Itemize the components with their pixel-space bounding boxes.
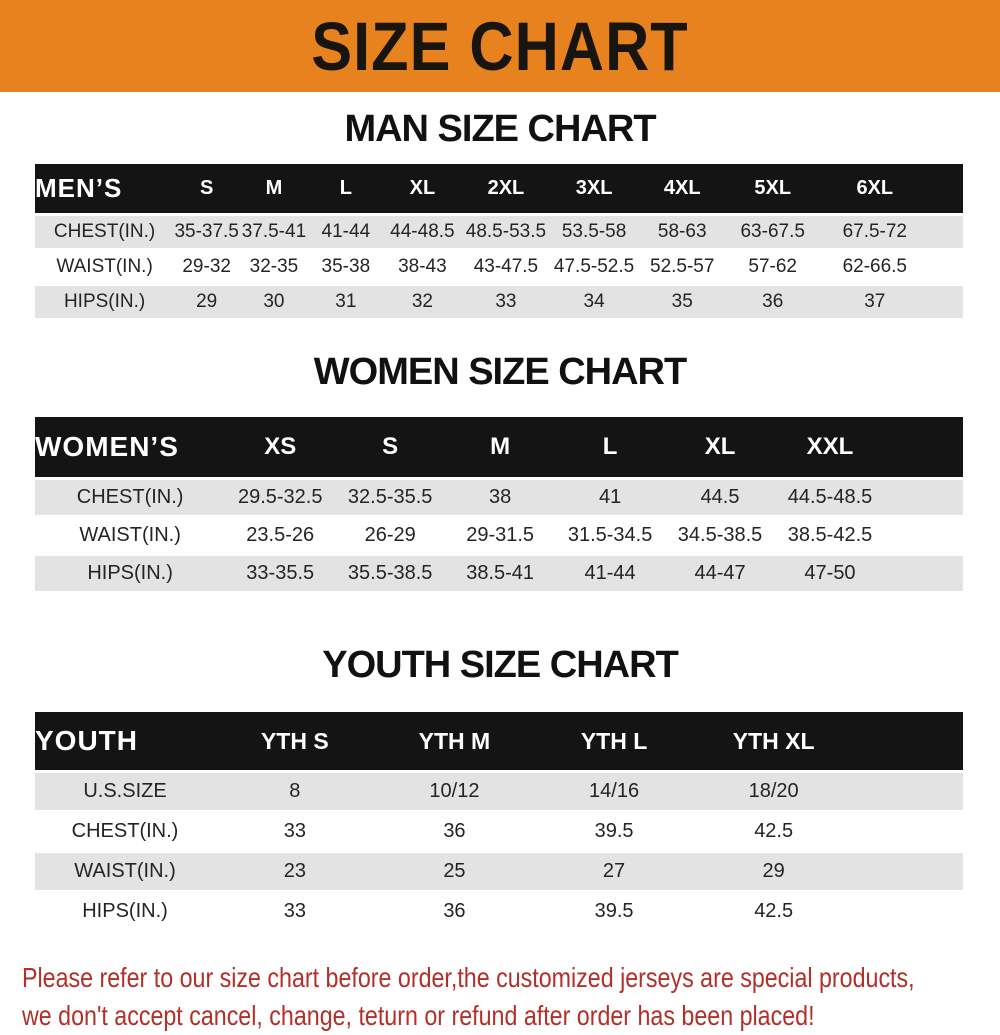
size-header-row	[35, 712, 963, 770]
measurement-label: U.S.SIZE	[35, 773, 215, 810]
measurement-row	[35, 556, 963, 591]
measurement-value: 35.5-38.5	[335, 556, 445, 591]
measurement-value: 32-35	[239, 251, 309, 283]
measurement-value: 23	[215, 853, 375, 890]
measurement-value: 44.5-48.5	[775, 480, 885, 515]
measurement-label: WAIST(IN.)	[35, 853, 215, 890]
measurement-value: 63-67.5	[726, 216, 819, 248]
size-column-header: XL	[383, 164, 462, 213]
measurement-row	[35, 813, 963, 850]
size-column-header: YTH M	[375, 712, 535, 770]
order-notice	[22, 959, 1000, 1035]
youth-section-title: YOUTH SIZE CHART	[322, 644, 678, 686]
men-size-table	[35, 161, 963, 321]
measurement-row	[35, 286, 963, 318]
youth-section	[0, 644, 1000, 933]
header-filler-cell	[885, 417, 963, 477]
size-column-header: S	[335, 417, 445, 477]
measurement-value: 38.5-42.5	[775, 518, 885, 553]
header-filler-cell	[930, 164, 963, 213]
measurement-label: HIPS(IN.)	[35, 556, 225, 591]
row-filler-cell	[885, 480, 963, 515]
measurement-label: CHEST(IN.)	[35, 813, 215, 850]
banner	[0, 0, 1000, 92]
measurement-value: 36	[375, 893, 535, 930]
measurement-row	[35, 480, 963, 515]
measurement-value: 48.5-53.5	[462, 216, 550, 248]
measurement-row	[35, 216, 963, 248]
page-title: SIZE CHART	[311, 7, 689, 85]
measurement-value: 39.5	[534, 893, 694, 930]
measurement-value: 35-37.5	[174, 216, 239, 248]
measurement-value: 44-48.5	[383, 216, 462, 248]
measurement-row	[35, 893, 963, 930]
men-section-title: MAN SIZE CHART	[344, 108, 656, 150]
size-column-header: YTH S	[215, 712, 375, 770]
size-column-header: M	[239, 164, 309, 213]
size-column-header: 3XL	[550, 164, 638, 213]
measurement-value: 62-66.5	[819, 251, 930, 283]
measurement-row	[35, 853, 963, 890]
measurement-value: 47.5-52.5	[550, 251, 638, 283]
row-filler-cell	[930, 216, 963, 248]
measurement-value: 35-38	[309, 251, 383, 283]
measurement-value: 52.5-57	[638, 251, 726, 283]
measurement-value: 10/12	[375, 773, 535, 810]
size-column-header: YTH XL	[694, 712, 854, 770]
size-header-row	[35, 417, 963, 477]
measurement-value: 43-47.5	[462, 251, 550, 283]
measurement-value: 25	[375, 853, 535, 890]
measurement-value: 29-32	[174, 251, 239, 283]
measurement-value: 33	[462, 286, 550, 318]
size-column-header: S	[174, 164, 239, 213]
measurement-value: 36	[375, 813, 535, 850]
measurement-value: 41-44	[555, 556, 665, 591]
measurement-value: 33	[215, 813, 375, 850]
women-size-table	[35, 414, 963, 594]
size-column-header: 4XL	[638, 164, 726, 213]
row-filler-cell	[853, 773, 963, 810]
measurement-value: 18/20	[694, 773, 854, 810]
measurement-value: 31.5-34.5	[555, 518, 665, 553]
row-filler-cell	[930, 286, 963, 318]
measurement-label: HIPS(IN.)	[35, 286, 174, 318]
measurement-value: 33	[215, 893, 375, 930]
size-column-header: XS	[225, 417, 335, 477]
youth-size-table	[35, 709, 963, 933]
measurement-value: 36	[726, 286, 819, 318]
measurement-value: 32	[383, 286, 462, 318]
measurement-value: 38.5-41	[445, 556, 555, 591]
size-column-header: 2XL	[462, 164, 550, 213]
size-column-header: 6XL	[819, 164, 930, 213]
table-category-label: WOMEN’S	[35, 417, 225, 477]
measurement-value: 29	[174, 286, 239, 318]
size-column-header: XXL	[775, 417, 885, 477]
women-section-title: WOMEN SIZE CHART	[313, 351, 687, 393]
men-section	[0, 108, 1000, 321]
measurement-value: 30	[239, 286, 309, 318]
measurement-value: 42.5	[694, 813, 854, 850]
measurement-value: 44-47	[665, 556, 775, 591]
row-filler-cell	[930, 251, 963, 283]
notice-line-1: Please refer to our size chart before order,the customized jerseys are special products,	[22, 962, 915, 993]
measurement-value: 41	[555, 480, 665, 515]
row-filler-cell	[885, 518, 963, 553]
size-header-row	[35, 164, 963, 213]
measurement-value: 29-31.5	[445, 518, 555, 553]
size-column-header: L	[555, 417, 665, 477]
measurement-value: 53.5-58	[550, 216, 638, 248]
size-column-header: M	[445, 417, 555, 477]
row-filler-cell	[853, 813, 963, 850]
measurement-value: 37.5-41	[239, 216, 309, 248]
measurement-value: 39.5	[534, 813, 694, 850]
measurement-row	[35, 518, 963, 553]
measurement-value: 44.5	[665, 480, 775, 515]
measurement-label: HIPS(IN.)	[35, 893, 215, 930]
measurement-value: 67.5-72	[819, 216, 930, 248]
measurement-value: 32.5-35.5	[335, 480, 445, 515]
measurement-value: 42.5	[694, 893, 854, 930]
measurement-row	[35, 251, 963, 283]
measurement-value: 34.5-38.5	[665, 518, 775, 553]
women-section	[0, 351, 1000, 594]
measurement-value: 41-44	[309, 216, 383, 248]
measurement-value: 33-35.5	[225, 556, 335, 591]
header-filler-cell	[853, 712, 963, 770]
size-column-header: L	[309, 164, 383, 213]
measurement-label: CHEST(IN.)	[35, 480, 225, 515]
measurement-value: 14/16	[534, 773, 694, 810]
measurement-value: 23.5-26	[225, 518, 335, 553]
size-column-header: XL	[665, 417, 775, 477]
measurement-value: 29.5-32.5	[225, 480, 335, 515]
measurement-row	[35, 773, 963, 810]
row-filler-cell	[853, 853, 963, 890]
measurement-label: WAIST(IN.)	[35, 251, 174, 283]
measurement-value: 27	[534, 853, 694, 890]
size-column-header: 5XL	[726, 164, 819, 213]
measurement-value: 8	[215, 773, 375, 810]
measurement-value: 26-29	[335, 518, 445, 553]
measurement-value: 34	[550, 286, 638, 318]
measurement-value: 38-43	[383, 251, 462, 283]
row-filler-cell	[885, 556, 963, 591]
measurement-label: CHEST(IN.)	[35, 216, 174, 248]
size-column-header: YTH L	[534, 712, 694, 770]
measurement-value: 58-63	[638, 216, 726, 248]
measurement-value: 47-50	[775, 556, 885, 591]
measurement-value: 29	[694, 853, 854, 890]
measurement-label: WAIST(IN.)	[35, 518, 225, 553]
notice-line-2: we don't accept cancel, change, teturn or refund after order has been placed!	[22, 1000, 815, 1031]
measurement-value: 35	[638, 286, 726, 318]
measurement-value: 38	[445, 480, 555, 515]
row-filler-cell	[853, 893, 963, 930]
measurement-value: 37	[819, 286, 930, 318]
table-category-label: YOUTH	[35, 712, 215, 770]
table-category-label: MEN’S	[35, 164, 174, 213]
measurement-value: 31	[309, 286, 383, 318]
measurement-value: 57-62	[726, 251, 819, 283]
